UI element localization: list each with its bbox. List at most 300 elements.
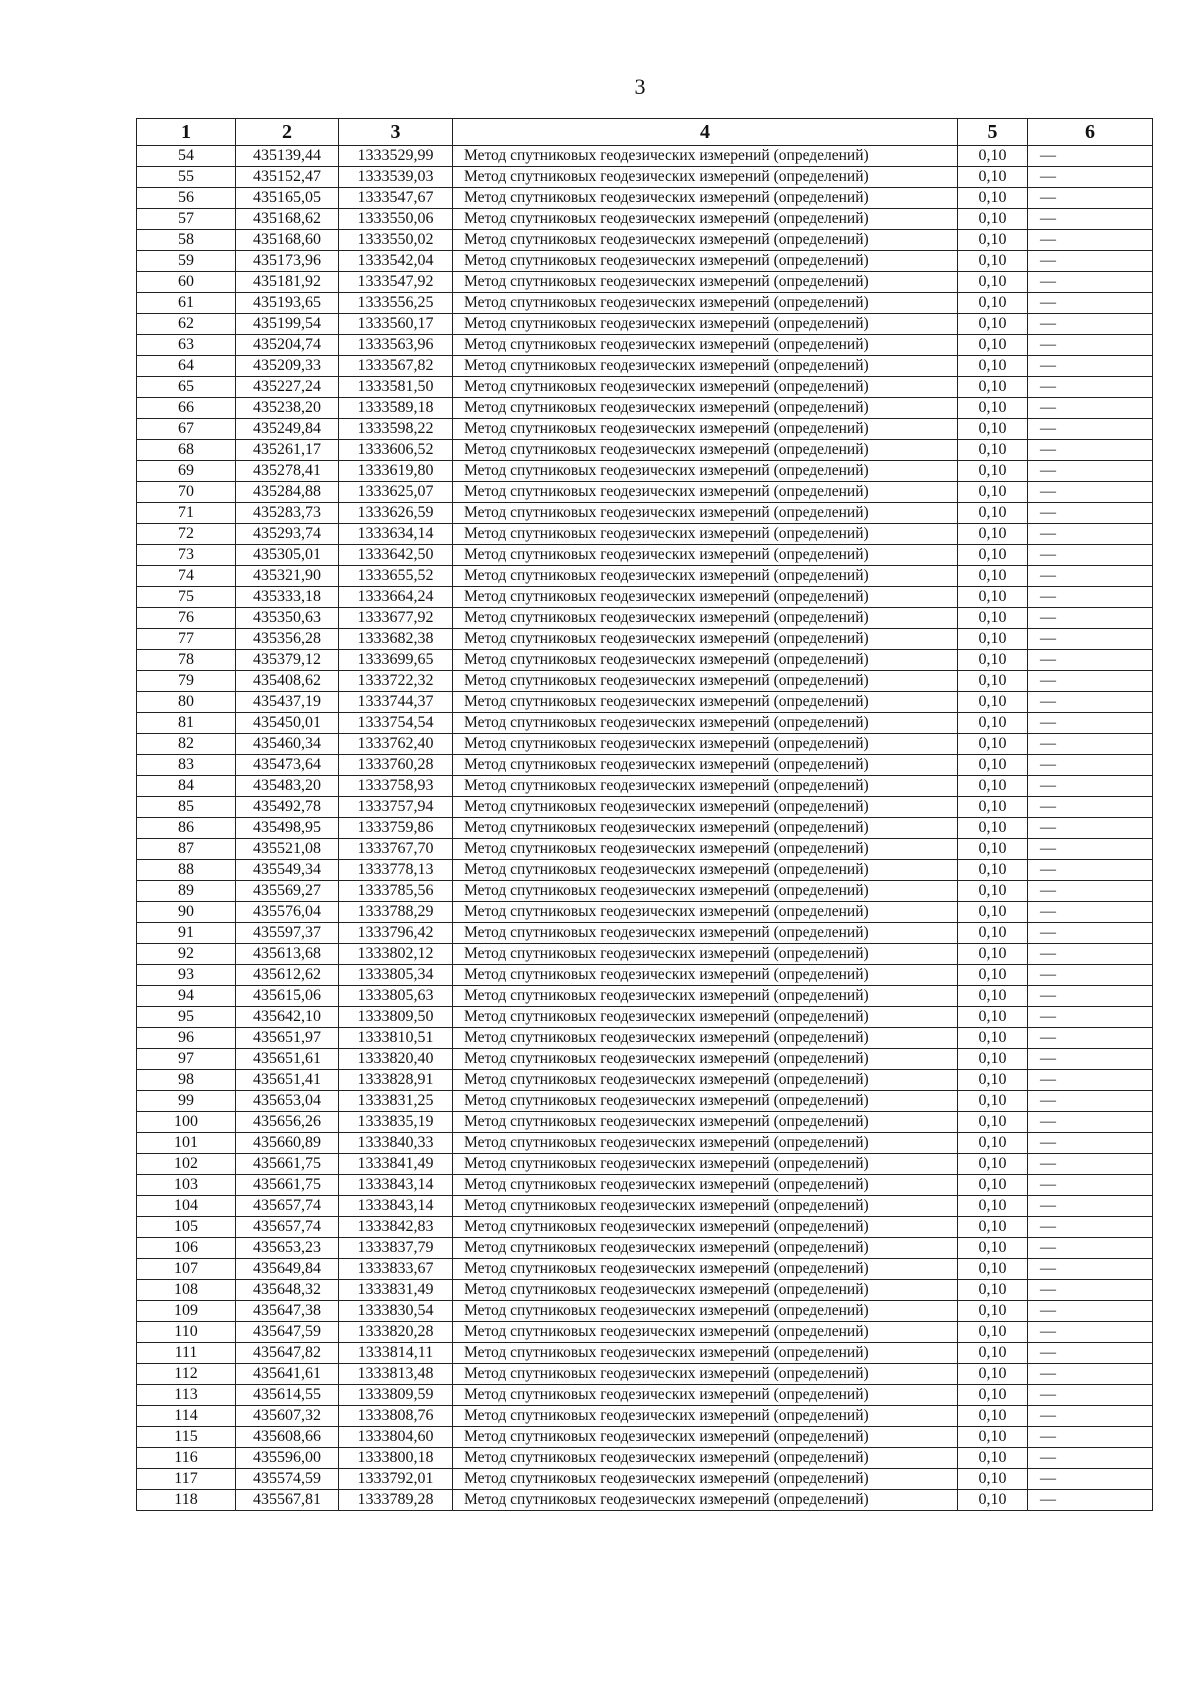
method-cell: Метод спутниковых геодезических измерений (определений): [453, 545, 958, 566]
x-coordinate-cell: 435549,34: [236, 860, 339, 881]
table-row: [137, 314, 1153, 335]
y-coordinate-cell: 1333767,70: [339, 839, 453, 860]
x-coordinate-cell: 435657,74: [236, 1196, 339, 1217]
method-cell: Метод спутниковых геодезических измерений (определений): [453, 1427, 958, 1448]
point-number-cell: 65: [137, 377, 236, 398]
table-row: [137, 1154, 1153, 1175]
accuracy-cell: 0,10: [958, 965, 1028, 986]
y-coordinate-cell: 1333542,04: [339, 251, 453, 272]
accuracy-cell: 0,10: [958, 251, 1028, 272]
accuracy-cell: 0,10: [958, 923, 1028, 944]
method-cell: Метод спутниковых геодезических измерений (определений): [453, 860, 958, 881]
x-coordinate-cell: 435261,17: [236, 440, 339, 461]
accuracy-cell: 0,10: [958, 524, 1028, 545]
x-coordinate-cell: 435660,89: [236, 1133, 339, 1154]
point-number-cell: 94: [137, 986, 236, 1007]
accuracy-cell: 0,10: [958, 692, 1028, 713]
method-cell: Метод спутниковых геодезических измерений (определений): [453, 1154, 958, 1175]
table-row: [137, 1364, 1153, 1385]
accuracy-cell: 0,10: [958, 209, 1028, 230]
table-row: [137, 461, 1153, 482]
method-cell: Метод спутниковых геодезических измерений (определений): [453, 251, 958, 272]
accuracy-cell: 0,10: [958, 503, 1028, 524]
x-coordinate-cell: 435574,59: [236, 1469, 339, 1490]
x-coordinate-cell: 435567,81: [236, 1490, 339, 1511]
point-number-cell: 98: [137, 1070, 236, 1091]
point-number-cell: 108: [137, 1280, 236, 1301]
note-cell: —: [1028, 251, 1153, 272]
note-cell: —: [1028, 1322, 1153, 1343]
x-coordinate-cell: 435651,97: [236, 1028, 339, 1049]
point-number-cell: 66: [137, 398, 236, 419]
method-cell: Метод спутниковых геодезических измерений (определений): [453, 1217, 958, 1238]
note-cell: —: [1028, 188, 1153, 209]
y-coordinate-cell: 1333788,29: [339, 902, 453, 923]
accuracy-cell: 0,10: [958, 1070, 1028, 1091]
accuracy-cell: 0,10: [958, 272, 1028, 293]
y-coordinate-cell: 1333677,92: [339, 608, 453, 629]
x-coordinate-cell: 435569,27: [236, 881, 339, 902]
y-coordinate-cell: 1333809,50: [339, 1007, 453, 1028]
y-coordinate-cell: 1333841,49: [339, 1154, 453, 1175]
accuracy-cell: 0,10: [958, 1196, 1028, 1217]
note-cell: —: [1028, 1196, 1153, 1217]
y-coordinate-cell: 1333757,94: [339, 797, 453, 818]
note-cell: —: [1028, 1259, 1153, 1280]
note-cell: —: [1028, 650, 1153, 671]
x-coordinate-cell: 435653,04: [236, 1091, 339, 1112]
point-number-cell: 102: [137, 1154, 236, 1175]
method-cell: Метод спутниковых геодезических измерений (определений): [453, 1469, 958, 1490]
table-row: [137, 1007, 1153, 1028]
accuracy-cell: 0,10: [958, 1427, 1028, 1448]
note-cell: —: [1028, 986, 1153, 1007]
x-coordinate-cell: 435521,08: [236, 839, 339, 860]
table-row: [137, 1091, 1153, 1112]
point-number-cell: 91: [137, 923, 236, 944]
note-cell: —: [1028, 566, 1153, 587]
note-cell: —: [1028, 839, 1153, 860]
point-number-cell: 110: [137, 1322, 236, 1343]
note-cell: —: [1028, 1343, 1153, 1364]
note-cell: —: [1028, 482, 1153, 503]
method-cell: Метод спутниковых геодезических измерений (определений): [453, 1091, 958, 1112]
note-cell: —: [1028, 1448, 1153, 1469]
y-coordinate-cell: 1333831,25: [339, 1091, 453, 1112]
table-row: [137, 524, 1153, 545]
header-col-3: 3: [339, 119, 453, 146]
header-col-6: 6: [1028, 119, 1153, 146]
note-cell: —: [1028, 734, 1153, 755]
method-cell: Метод спутниковых геодезических измерений (определений): [453, 1343, 958, 1364]
table-row: [137, 839, 1153, 860]
y-coordinate-cell: 1333563,96: [339, 335, 453, 356]
table-row: [137, 860, 1153, 881]
table-row: [137, 1259, 1153, 1280]
note-cell: —: [1028, 419, 1153, 440]
method-cell: Метод спутниковых геодезических измерений (определений): [453, 923, 958, 944]
x-coordinate-cell: 435293,74: [236, 524, 339, 545]
x-coordinate-cell: 435379,12: [236, 650, 339, 671]
x-coordinate-cell: 435139,44: [236, 146, 339, 167]
accuracy-cell: 0,10: [958, 1238, 1028, 1259]
table-row: [137, 944, 1153, 965]
y-coordinate-cell: 1333581,50: [339, 377, 453, 398]
point-number-cell: 79: [137, 671, 236, 692]
table-row: [137, 734, 1153, 755]
point-number-cell: 58: [137, 230, 236, 251]
point-number-cell: 100: [137, 1112, 236, 1133]
table-row: [137, 167, 1153, 188]
x-coordinate-cell: 435473,64: [236, 755, 339, 776]
method-cell: Метод спутниковых геодезических измерений (определений): [453, 1028, 958, 1049]
point-number-cell: 105: [137, 1217, 236, 1238]
x-coordinate-cell: 435607,32: [236, 1406, 339, 1427]
table-row: [137, 629, 1153, 650]
point-number-cell: 116: [137, 1448, 236, 1469]
y-coordinate-cell: 1333804,60: [339, 1427, 453, 1448]
method-cell: Метод спутниковых геодезических измерений (определений): [453, 1490, 958, 1511]
table-row: [137, 482, 1153, 503]
note-cell: —: [1028, 146, 1153, 167]
method-cell: Метод спутниковых геодезических измерений (определений): [453, 629, 958, 650]
table-row: [137, 1049, 1153, 1070]
note-cell: —: [1028, 1280, 1153, 1301]
note-cell: —: [1028, 398, 1153, 419]
method-cell: Метод спутниковых геодезических измерений (определений): [453, 1070, 958, 1091]
note-cell: —: [1028, 860, 1153, 881]
method-cell: Метод спутниковых геодезических измерений (определений): [453, 818, 958, 839]
note-cell: —: [1028, 587, 1153, 608]
table-row: [137, 1238, 1153, 1259]
note-cell: —: [1028, 293, 1153, 314]
x-coordinate-cell: 435498,95: [236, 818, 339, 839]
point-number-cell: 89: [137, 881, 236, 902]
x-coordinate-cell: 435278,41: [236, 461, 339, 482]
x-coordinate-cell: 435596,00: [236, 1448, 339, 1469]
accuracy-cell: 0,10: [958, 440, 1028, 461]
method-cell: Метод спутниковых геодезических измерений (определений): [453, 692, 958, 713]
note-cell: —: [1028, 692, 1153, 713]
note-cell: —: [1028, 1007, 1153, 1028]
accuracy-cell: 0,10: [958, 1322, 1028, 1343]
y-coordinate-cell: 1333830,54: [339, 1301, 453, 1322]
method-cell: Метод спутниковых геодезических измерений (определений): [453, 272, 958, 293]
table-row: [137, 272, 1153, 293]
header-col-5: 5: [958, 119, 1028, 146]
note-cell: —: [1028, 1427, 1153, 1448]
table-row: [137, 776, 1153, 797]
point-number-cell: 111: [137, 1343, 236, 1364]
y-coordinate-cell: 1333831,49: [339, 1280, 453, 1301]
x-coordinate-cell: 435656,26: [236, 1112, 339, 1133]
table-header: [137, 119, 1153, 146]
table-row: [137, 1469, 1153, 1490]
accuracy-cell: 0,10: [958, 377, 1028, 398]
accuracy-cell: 0,10: [958, 1217, 1028, 1238]
note-cell: —: [1028, 797, 1153, 818]
accuracy-cell: 0,10: [958, 545, 1028, 566]
y-coordinate-cell: 1333813,48: [339, 1364, 453, 1385]
point-number-cell: 82: [137, 734, 236, 755]
method-cell: Метод спутниковых геодезических измерений (определений): [453, 167, 958, 188]
x-coordinate-cell: 435333,18: [236, 587, 339, 608]
y-coordinate-cell: 1333642,50: [339, 545, 453, 566]
method-cell: Метод спутниковых геодезических измерений (определений): [453, 1049, 958, 1070]
y-coordinate-cell: 1333805,63: [339, 986, 453, 1007]
note-cell: —: [1028, 209, 1153, 230]
accuracy-cell: 0,10: [958, 734, 1028, 755]
x-coordinate-cell: 435173,96: [236, 251, 339, 272]
x-coordinate-cell: 435661,75: [236, 1154, 339, 1175]
y-coordinate-cell: 1333626,59: [339, 503, 453, 524]
point-number-cell: 83: [137, 755, 236, 776]
note-cell: —: [1028, 1406, 1153, 1427]
y-coordinate-cell: 1333758,93: [339, 776, 453, 797]
table-row: [137, 818, 1153, 839]
method-cell: Метод спутниковых геодезических измерений (определений): [453, 503, 958, 524]
accuracy-cell: 0,10: [958, 419, 1028, 440]
point-number-cell: 77: [137, 629, 236, 650]
note-cell: —: [1028, 671, 1153, 692]
accuracy-cell: 0,10: [958, 188, 1028, 209]
table-row: [137, 1070, 1153, 1091]
table-row: [137, 650, 1153, 671]
x-coordinate-cell: 435614,55: [236, 1385, 339, 1406]
point-number-cell: 61: [137, 293, 236, 314]
y-coordinate-cell: 1333744,37: [339, 692, 453, 713]
method-cell: Метод спутниковых геодезических измерений (определений): [453, 650, 958, 671]
y-coordinate-cell: 1333805,34: [339, 965, 453, 986]
y-coordinate-cell: 1333802,12: [339, 944, 453, 965]
method-cell: Метод спутниковых геодезических измерений (определений): [453, 1301, 958, 1322]
method-cell: Метод спутниковых геодезических измерений (определений): [453, 482, 958, 503]
table-row: [137, 1427, 1153, 1448]
y-coordinate-cell: 1333814,11: [339, 1343, 453, 1364]
table-row: [137, 965, 1153, 986]
note-cell: —: [1028, 1364, 1153, 1385]
method-cell: Метод спутниковых геодезических измерений (определений): [453, 797, 958, 818]
table-row: [137, 1322, 1153, 1343]
point-number-cell: 81: [137, 713, 236, 734]
x-coordinate-cell: 435661,75: [236, 1175, 339, 1196]
table-row: [137, 545, 1153, 566]
note-cell: —: [1028, 167, 1153, 188]
method-cell: Метод спутниковых геодезических измерений (определений): [453, 755, 958, 776]
table-row: [137, 419, 1153, 440]
method-cell: Метод спутниковых геодезических измерений (определений): [453, 146, 958, 167]
method-cell: Метод спутниковых геодезических измерений (определений): [453, 209, 958, 230]
accuracy-cell: 0,10: [958, 755, 1028, 776]
note-cell: —: [1028, 965, 1153, 986]
table-row: [137, 881, 1153, 902]
y-coordinate-cell: 1333785,56: [339, 881, 453, 902]
table-row: [137, 1385, 1153, 1406]
accuracy-cell: 0,10: [958, 902, 1028, 923]
table-row: [137, 1343, 1153, 1364]
method-cell: Метод спутниковых геодезических измерений (определений): [453, 1385, 958, 1406]
accuracy-cell: 0,10: [958, 818, 1028, 839]
accuracy-cell: 0,10: [958, 776, 1028, 797]
x-coordinate-cell: 435653,23: [236, 1238, 339, 1259]
y-coordinate-cell: 1333547,92: [339, 272, 453, 293]
x-coordinate-cell: 435209,33: [236, 356, 339, 377]
point-number-cell: 97: [137, 1049, 236, 1070]
table-row: [137, 1196, 1153, 1217]
point-number-cell: 63: [137, 335, 236, 356]
method-cell: Метод спутниковых геодезических измерений (определений): [453, 230, 958, 251]
accuracy-cell: 0,10: [958, 1385, 1028, 1406]
x-coordinate-cell: 435648,32: [236, 1280, 339, 1301]
method-cell: Метод спутниковых геодезических измерений (определений): [453, 1238, 958, 1259]
x-coordinate-cell: 435647,82: [236, 1343, 339, 1364]
accuracy-cell: 0,10: [958, 1364, 1028, 1385]
table-row: [137, 692, 1153, 713]
accuracy-cell: 0,10: [958, 398, 1028, 419]
y-coordinate-cell: 1333550,02: [339, 230, 453, 251]
method-cell: Метод спутниковых геодезических измерений (определений): [453, 713, 958, 734]
accuracy-cell: 0,10: [958, 1406, 1028, 1427]
accuracy-cell: 0,10: [958, 587, 1028, 608]
point-number-cell: 75: [137, 587, 236, 608]
method-cell: Метод спутниковых геодезических измерений (определений): [453, 188, 958, 209]
x-coordinate-cell: 435165,05: [236, 188, 339, 209]
table-row: [137, 398, 1153, 419]
x-coordinate-cell: 435647,59: [236, 1322, 339, 1343]
table-row: [137, 1448, 1153, 1469]
method-cell: Метод спутниковых геодезических измерений (определений): [453, 1133, 958, 1154]
point-number-cell: 59: [137, 251, 236, 272]
point-number-cell: 71: [137, 503, 236, 524]
method-cell: Метод спутниковых геодезических измерений (определений): [453, 902, 958, 923]
note-cell: —: [1028, 902, 1153, 923]
x-coordinate-cell: 435305,01: [236, 545, 339, 566]
point-number-cell: 68: [137, 440, 236, 461]
accuracy-cell: 0,10: [958, 1280, 1028, 1301]
note-cell: —: [1028, 1049, 1153, 1070]
y-coordinate-cell: 1333606,52: [339, 440, 453, 461]
table-row: [137, 1217, 1153, 1238]
table-row: [137, 1280, 1153, 1301]
header-col-1: 1: [137, 119, 236, 146]
point-number-cell: 64: [137, 356, 236, 377]
note-cell: —: [1028, 1217, 1153, 1238]
x-coordinate-cell: 435284,88: [236, 482, 339, 503]
y-coordinate-cell: 1333560,17: [339, 314, 453, 335]
point-number-cell: 114: [137, 1406, 236, 1427]
accuracy-cell: 0,10: [958, 293, 1028, 314]
method-cell: Метод спутниковых геодезических измерений (определений): [453, 1364, 958, 1385]
x-coordinate-cell: 435647,38: [236, 1301, 339, 1322]
table-row: [137, 1028, 1153, 1049]
note-cell: —: [1028, 713, 1153, 734]
point-number-cell: 87: [137, 839, 236, 860]
accuracy-cell: 0,10: [958, 1133, 1028, 1154]
table-row: [137, 356, 1153, 377]
point-number-cell: 92: [137, 944, 236, 965]
method-cell: Метод спутниковых геодезических измерений (определений): [453, 1448, 958, 1469]
note-cell: —: [1028, 818, 1153, 839]
x-coordinate-cell: 435168,60: [236, 230, 339, 251]
point-number-cell: 55: [137, 167, 236, 188]
accuracy-cell: 0,10: [958, 860, 1028, 881]
point-number-cell: 112: [137, 1364, 236, 1385]
accuracy-cell: 0,10: [958, 461, 1028, 482]
y-coordinate-cell: 1333664,24: [339, 587, 453, 608]
table-row: [137, 608, 1153, 629]
note-cell: —: [1028, 1112, 1153, 1133]
table-row: [137, 923, 1153, 944]
point-number-cell: 86: [137, 818, 236, 839]
x-coordinate-cell: 435649,84: [236, 1259, 339, 1280]
point-number-cell: 70: [137, 482, 236, 503]
point-number-cell: 67: [137, 419, 236, 440]
point-number-cell: 69: [137, 461, 236, 482]
point-number-cell: 85: [137, 797, 236, 818]
method-cell: Метод спутниковых геодезических измерений (определений): [453, 1280, 958, 1301]
note-cell: —: [1028, 944, 1153, 965]
note-cell: —: [1028, 1385, 1153, 1406]
note-cell: —: [1028, 755, 1153, 776]
method-cell: Метод спутниковых геодезических измерений (определений): [453, 944, 958, 965]
table-row: [137, 251, 1153, 272]
note-cell: —: [1028, 335, 1153, 356]
accuracy-cell: 0,10: [958, 1028, 1028, 1049]
y-coordinate-cell: 1333539,03: [339, 167, 453, 188]
x-coordinate-cell: 435199,54: [236, 314, 339, 335]
method-cell: Метод спутниковых геодезических измерений (определений): [453, 734, 958, 755]
accuracy-cell: 0,10: [958, 356, 1028, 377]
note-cell: —: [1028, 1154, 1153, 1175]
point-number-cell: 113: [137, 1385, 236, 1406]
point-number-cell: 90: [137, 902, 236, 923]
method-cell: Метод спутниковых геодезических измерений (определений): [453, 1175, 958, 1196]
accuracy-cell: 0,10: [958, 608, 1028, 629]
accuracy-cell: 0,10: [958, 1259, 1028, 1280]
x-coordinate-cell: 435608,66: [236, 1427, 339, 1448]
method-cell: Метод спутниковых геодезических измерений (определений): [453, 440, 958, 461]
x-coordinate-cell: 435321,90: [236, 566, 339, 587]
point-number-cell: 78: [137, 650, 236, 671]
note-cell: —: [1028, 1301, 1153, 1322]
method-cell: Метод спутниковых геодезических измерений (определений): [453, 461, 958, 482]
y-coordinate-cell: 1333529,99: [339, 146, 453, 167]
page-number: 3: [634, 74, 646, 99]
note-cell: —: [1028, 524, 1153, 545]
y-coordinate-cell: 1333682,38: [339, 629, 453, 650]
point-number-cell: 54: [137, 146, 236, 167]
accuracy-cell: 0,10: [958, 650, 1028, 671]
method-cell: Метод спутниковых геодезических измерений (определений): [453, 1196, 958, 1217]
table-row: [137, 1112, 1153, 1133]
y-coordinate-cell: 1333556,25: [339, 293, 453, 314]
method-cell: Метод спутниковых геодезических измерений (определений): [453, 1406, 958, 1427]
table-row: [137, 671, 1153, 692]
table-row: [137, 1301, 1153, 1322]
accuracy-cell: 0,10: [958, 1154, 1028, 1175]
y-coordinate-cell: 1333722,32: [339, 671, 453, 692]
y-coordinate-cell: 1333792,01: [339, 1469, 453, 1490]
y-coordinate-cell: 1333828,91: [339, 1070, 453, 1091]
x-coordinate-cell: 435492,78: [236, 797, 339, 818]
x-coordinate-cell: 435657,74: [236, 1217, 339, 1238]
x-coordinate-cell: 435651,41: [236, 1070, 339, 1091]
x-coordinate-cell: 435238,20: [236, 398, 339, 419]
table-row: [137, 293, 1153, 314]
method-cell: Метод спутниковых геодезических измерений (определений): [453, 671, 958, 692]
method-cell: Метод спутниковых геодезических измерений (определений): [453, 377, 958, 398]
table-row: [137, 230, 1153, 251]
